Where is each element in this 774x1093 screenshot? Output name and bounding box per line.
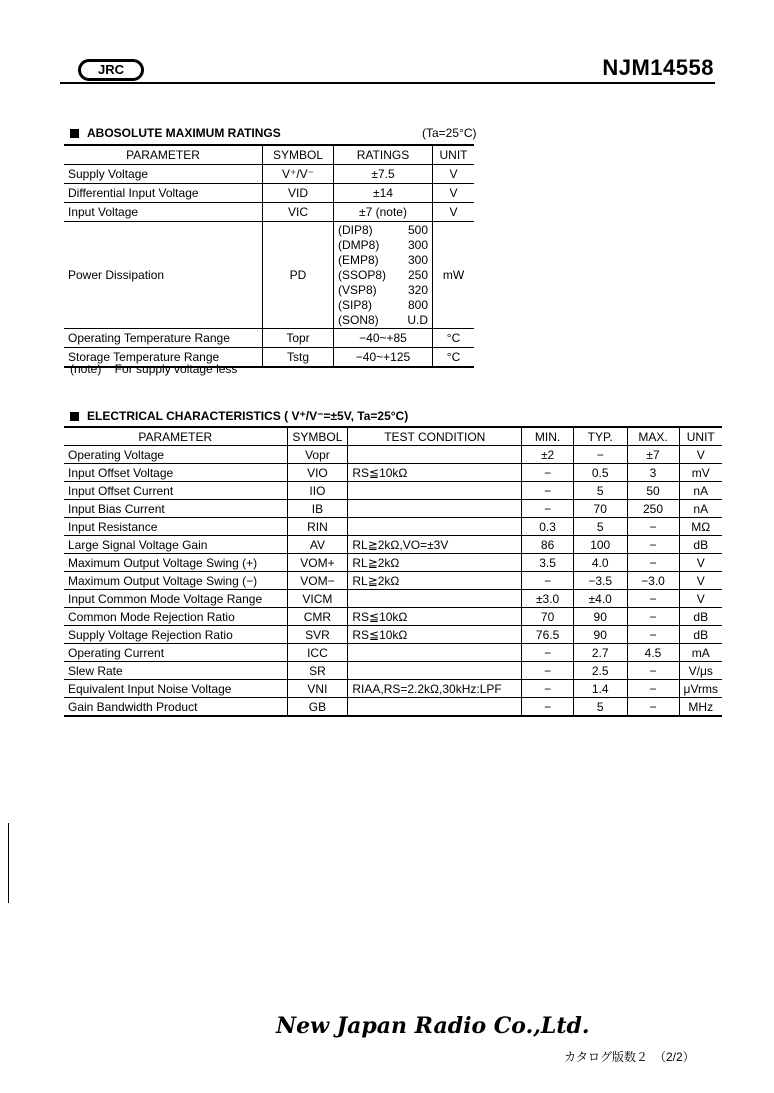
ec-typ: 0.5 [573,464,627,482]
amr-unit: V [433,165,475,184]
ec-max: 3 [627,464,679,482]
amr-header-row [64,145,474,165]
amr-param: Power Dissipation [64,222,263,329]
pd-package: (SON8) [338,312,379,327]
ec-cond: RS≦10kΩ [348,464,522,482]
ec-max: − [627,554,679,572]
ec-typ: 2.7 [573,644,627,662]
ec-min: ±3.0 [522,590,574,608]
ec-row [64,464,722,482]
ec-max: − [627,536,679,554]
ec-row [64,572,722,590]
ec-row [64,662,722,680]
ec-table [64,426,722,717]
ec-max: − [627,698,679,717]
amr-rating: ±14 [334,184,433,203]
ec-max: 50 [627,482,679,500]
amr-unit: °C [433,348,475,368]
ec-symbol: SR [287,662,348,680]
ec-typ: 5 [573,518,627,536]
ec-typ: −3.5 [573,572,627,590]
ec-max: − [627,626,679,644]
pd-package: (DMP8) [338,237,380,252]
ec-param: Large Signal Voltage Gain [64,536,287,554]
ec-symbol: ICC [287,644,348,662]
ec-typ: 2.5 [573,662,627,680]
ec-cond: RIAA,RS=2.2kΩ,30kHz:LPF [348,680,522,698]
ec-typ: 90 [573,608,627,626]
ec-param: Maximum Output Voltage Swing (−) [64,572,287,590]
ec-col-condition: TEST CONDITION [348,427,522,446]
ec-cond: RL≧2kΩ [348,572,522,590]
ec-unit: mA [679,644,722,662]
ec-max: 250 [627,500,679,518]
ec-min: − [522,572,574,590]
pd-value: 320 [407,282,428,297]
amr-rating: ±7.5 [334,165,433,184]
ec-max: − [627,662,679,680]
ec-param: Input Offset Voltage [64,464,287,482]
ec-min: − [522,662,574,680]
ec-row [64,554,722,572]
ec-cond [348,500,522,518]
amr-unit: mW [433,222,475,329]
ec-max: − [627,680,679,698]
ec-row [64,482,722,500]
ec-symbol: SVR [287,626,348,644]
ec-min: 86 [522,536,574,554]
pd-value: 800 [407,297,428,312]
ec-unit: V/μs [679,662,722,680]
amr-rating: −40~+125 [334,348,433,368]
jrc-logo: JRC [78,59,144,81]
pd-value: 300 [407,252,428,267]
ec-min: − [522,680,574,698]
amr-symbol: VID [263,184,334,203]
ec-param: Input Bias Current [64,500,287,518]
ec-min: 0.3 [522,518,574,536]
ec-col-symbol: SYMBOL [287,427,348,446]
ec-row [64,698,722,717]
ec-cond: RS≦10kΩ [348,608,522,626]
ec-typ: 100 [573,536,627,554]
ec-typ: 90 [573,626,627,644]
amr-col-parameter: PARAMETER [64,145,263,165]
ec-min: − [522,482,574,500]
ec-symbol: CMR [287,608,348,626]
ec-col-typ: TYP. [573,427,627,446]
ec-param: Operating Voltage [64,446,287,464]
ec-max: − [627,518,679,536]
ec-symbol: IIO [287,482,348,500]
ec-param: Common Mode Rejection Ratio [64,608,287,626]
amr-param: Input Voltage [64,203,263,222]
amr-col-ratings: RATINGS [334,145,433,165]
pd-package: (VSP8) [338,282,377,297]
ec-section-title: ELECTRICAL CHARACTERISTICS ( V⁺/V⁻=±5V, Ta=25°C) [70,409,408,423]
ec-unit: dB [679,536,722,554]
ec-max: 4.5 [627,644,679,662]
margin-mark [8,823,9,903]
ec-col-unit: UNIT [679,427,722,446]
ec-max: − [627,608,679,626]
ec-cond: RS≦10kΩ [348,626,522,644]
amr-rating: ±7 (note) [334,203,433,222]
ec-cond [348,446,522,464]
ec-symbol: RIN [287,518,348,536]
amr-symbol: Topr [263,329,334,348]
ec-row [64,626,722,644]
ec-max: ±7 [627,446,679,464]
ec-row [64,644,722,662]
pd-package: (EMP8) [338,252,379,267]
amr-unit: V [433,184,475,203]
amr-row [64,329,474,348]
ec-symbol: GB [287,698,348,717]
ec-unit: V [679,446,722,464]
amr-row [64,165,474,184]
ec-symbol: VIO [287,464,348,482]
amr-symbol: Tstg [263,348,334,368]
ec-row [64,590,722,608]
ec-symbol: VNI [287,680,348,698]
amr-condition: (Ta=25°C) [422,126,477,140]
amr-unit: °C [433,329,475,348]
ec-typ: 1.4 [573,680,627,698]
amr-unit: V [433,203,475,222]
ec-typ: ±4.0 [573,590,627,608]
amr-param: Storage Temperature Range [64,348,263,368]
ec-cond [348,482,522,500]
ec-symbol: VOM+ [287,554,348,572]
ec-col-parameter: PARAMETER [64,427,287,446]
ec-cond: RL≧2kΩ [348,554,522,572]
bullet-square-icon [70,412,79,421]
ec-cond: RL≧2kΩ,VO=±3V [348,536,522,554]
amr-section-title: ABOSOLUTE MAXIMUM RATINGS [70,126,281,140]
ec-unit: MHz [679,698,722,717]
pd-value: 500 [407,222,428,237]
amr-param: Differential Input Voltage [64,184,263,203]
ec-row [64,536,722,554]
pd-package: (DIP8) [338,222,373,237]
ec-row [64,680,722,698]
amr-rating: −40~+85 [334,329,433,348]
amr-table [64,144,474,368]
ec-symbol: VOM− [287,572,348,590]
ec-symbol: AV [287,536,348,554]
ec-min: − [522,500,574,518]
amr-param: Operating Temperature Range [64,329,263,348]
amr-row-power [64,222,474,329]
pd-value: 300 [407,237,428,252]
ec-unit: dB [679,608,722,626]
pd-package: (SIP8) [338,297,373,312]
ec-typ: 70 [573,500,627,518]
ec-param: Equivalent Input Noise Voltage [64,680,287,698]
ec-param: Supply Voltage Rejection Ratio [64,626,287,644]
ec-min: 76.5 [522,626,574,644]
ec-row [64,500,722,518]
ec-min: 3.5 [522,554,574,572]
ec-unit: dB [679,626,722,644]
ec-min: − [522,644,574,662]
ec-param: Input Resistance [64,518,287,536]
company-signature: New Japan Radio Co.,Ltd. [276,1013,590,1039]
ec-unit: nA [679,482,722,500]
ec-symbol: VICM [287,590,348,608]
ec-row [64,518,722,536]
amr-col-symbol: SYMBOL [263,145,334,165]
ec-cond [348,644,522,662]
ec-typ: 5 [573,698,627,717]
ec-symbol: IB [287,500,348,518]
ec-row [64,446,722,464]
ec-unit: V [679,572,722,590]
ec-col-max: MAX. [627,427,679,446]
ec-param: Maximum Output Voltage Swing (+) [64,554,287,572]
ec-unit: mV [679,464,722,482]
ec-param: Gain Bandwidth Product [64,698,287,717]
ec-param: Operating Current [64,644,287,662]
ec-cond [348,518,522,536]
part-number: NJM14558 [602,55,714,80]
amr-col-unit: UNIT [433,145,475,165]
bullet-square-icon [70,129,79,138]
ec-min: − [522,464,574,482]
amr-param: Supply Voltage [64,165,263,184]
ec-min: ±2 [522,446,574,464]
header-divider [60,82,715,84]
amr-symbol: VIC [263,203,334,222]
ec-max: −3.0 [627,572,679,590]
ec-typ: 5 [573,482,627,500]
ec-unit: V [679,590,722,608]
ec-min: − [522,698,574,717]
ec-max: − [627,590,679,608]
amr-row [64,203,474,222]
page-indicator: カタログ版数２ （2/2） [564,1050,695,1064]
ec-unit: MΩ [679,518,722,536]
ec-cond [348,590,522,608]
ec-typ: 4.0 [573,554,627,572]
ec-col-min: MIN. [522,427,574,446]
ec-param: Slew Rate [64,662,287,680]
amr-note: (note) For supply voltage less [70,362,238,376]
pd-value: 250 [407,267,428,282]
ec-unit: nA [679,500,722,518]
amr-symbol: V⁺/V⁻ [263,165,334,184]
ec-param: Input Common Mode Voltage Range [64,590,287,608]
amr-power-list [334,222,433,329]
ec-cond [348,662,522,680]
ec-cond [348,698,522,717]
ec-min: 70 [522,608,574,626]
ec-header-row [64,427,722,446]
ec-unit: V [679,554,722,572]
ec-param: Input Offset Current [64,482,287,500]
amr-row [64,184,474,203]
pd-package: (SSOP8) [338,267,387,282]
ec-unit: μVrms [679,680,722,698]
ec-typ: − [573,446,627,464]
ec-symbol: Vopr [287,446,348,464]
amr-symbol: PD [263,222,334,329]
pd-value: U.D [407,312,428,327]
ec-row [64,608,722,626]
